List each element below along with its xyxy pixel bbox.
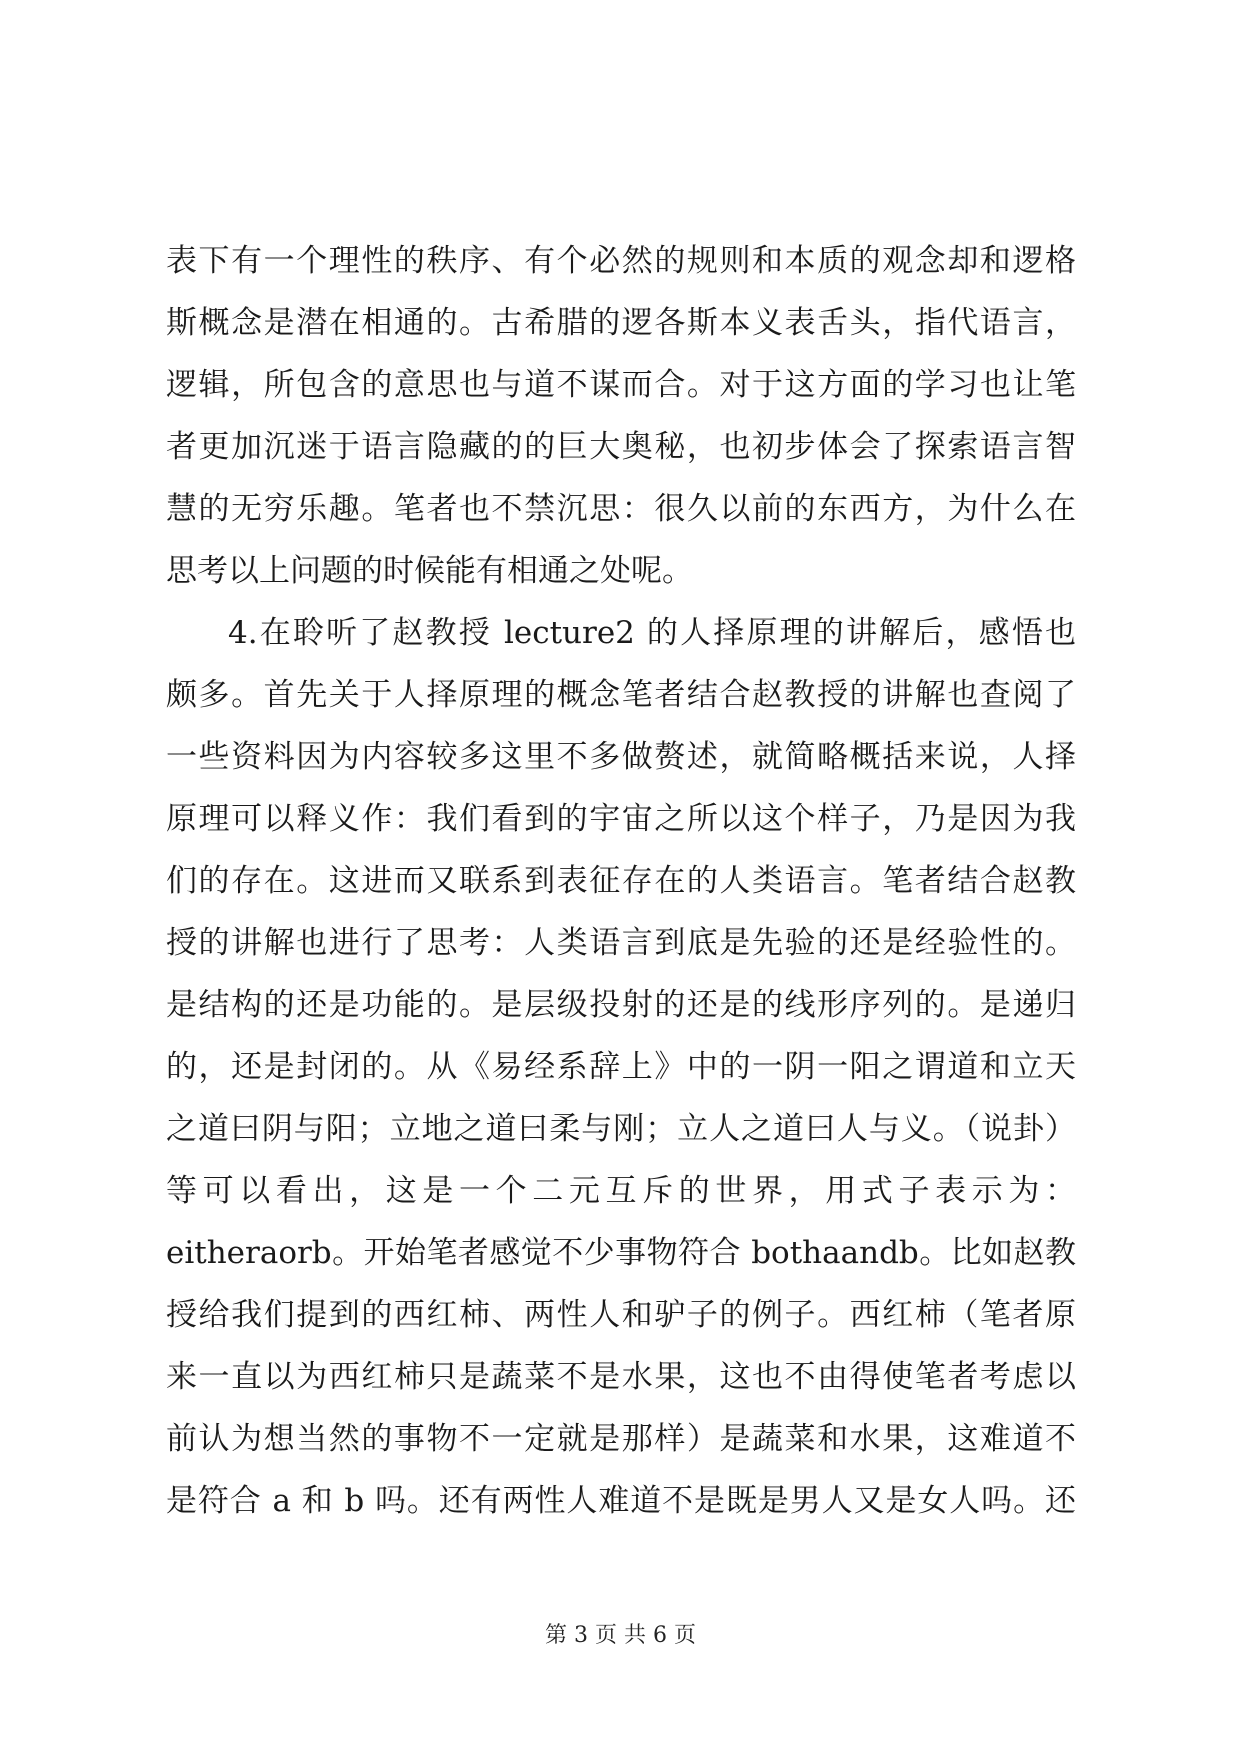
text-line: 是符合 a 和 b 吗。还有两性人难道不是既是男人又是女人吗。还	[166, 1483, 1076, 1519]
text-line: eitheraorb。开始笔者感觉不少事物符合 bothaandb。比如赵教	[166, 1235, 1076, 1271]
page-number-footer: 第 3 页 共 6 页	[545, 1623, 696, 1648]
text-line: 授的讲解也进行了思考：人类语言到底是先验的还是经验性的。	[166, 925, 1076, 961]
text-line: 者更加沉迷于语言隐藏的的巨大奥秘，也初步体会了探索语言智	[166, 429, 1076, 465]
text-line: 前认为想当然的事物不一定就是那样）是蔬菜和水果，这难道不	[166, 1421, 1076, 1457]
text-line: 之道曰阴与阳；立地之道曰柔与刚；立人之道曰人与义。（说卦）	[166, 1111, 1076, 1147]
text-line: 逻辑，所包含的意思也与道不谋而合。对于这方面的学习也让笔	[166, 367, 1076, 403]
text-line: 是结构的还是功能的。是层级投射的还是的线形序列的。是递归	[166, 987, 1076, 1023]
text-line: 原理可以释义作：我们看到的宇宙之所以这个样子，乃是因为我	[166, 801, 1076, 837]
text-line: 来一直以为西红柿只是蔬菜不是水果，这也不由得使笔者考虑以	[166, 1359, 1076, 1395]
text-line: 一些资料因为内容较多这里不多做赘述，就简略概括来说，人择	[166, 739, 1076, 775]
paragraph-start-line: 4.在聆听了赵教授 lecture2 的人择原理的讲解后，感悟也	[228, 615, 1076, 651]
text-line: 们的存在。这进而又联系到表征存在的人类语言。笔者结合赵教	[166, 863, 1076, 899]
body-text	[166, 230, 1076, 1532]
text-line: 慧的无穷乐趣。笔者也不禁沉思：很久以前的东西方，为什么在	[166, 491, 1076, 527]
text-line: 表下有一个理性的秩序、有个必然的规则和本质的观念却和逻格	[166, 243, 1076, 279]
text-line: 斯概念是潜在相通的。古希腊的逻各斯本义表舌头，指代语言，	[166, 305, 1076, 341]
text-line: 等可以看出，这是一个二元互斥的世界，用式子表示为：	[166, 1173, 1076, 1209]
text-line: 颇多。首先关于人择原理的概念笔者结合赵教授的讲解也查阅了	[166, 677, 1076, 713]
text-line: 授给我们提到的西红柿、两性人和驴子的例子。西红柿（笔者原	[166, 1297, 1076, 1333]
text-line: 思考以上问题的时候能有相通之处呢。	[166, 553, 693, 589]
text-line: 的，还是封闭的。从《易经系辞上》中的一阴一阳之谓道和立天	[166, 1049, 1076, 1085]
